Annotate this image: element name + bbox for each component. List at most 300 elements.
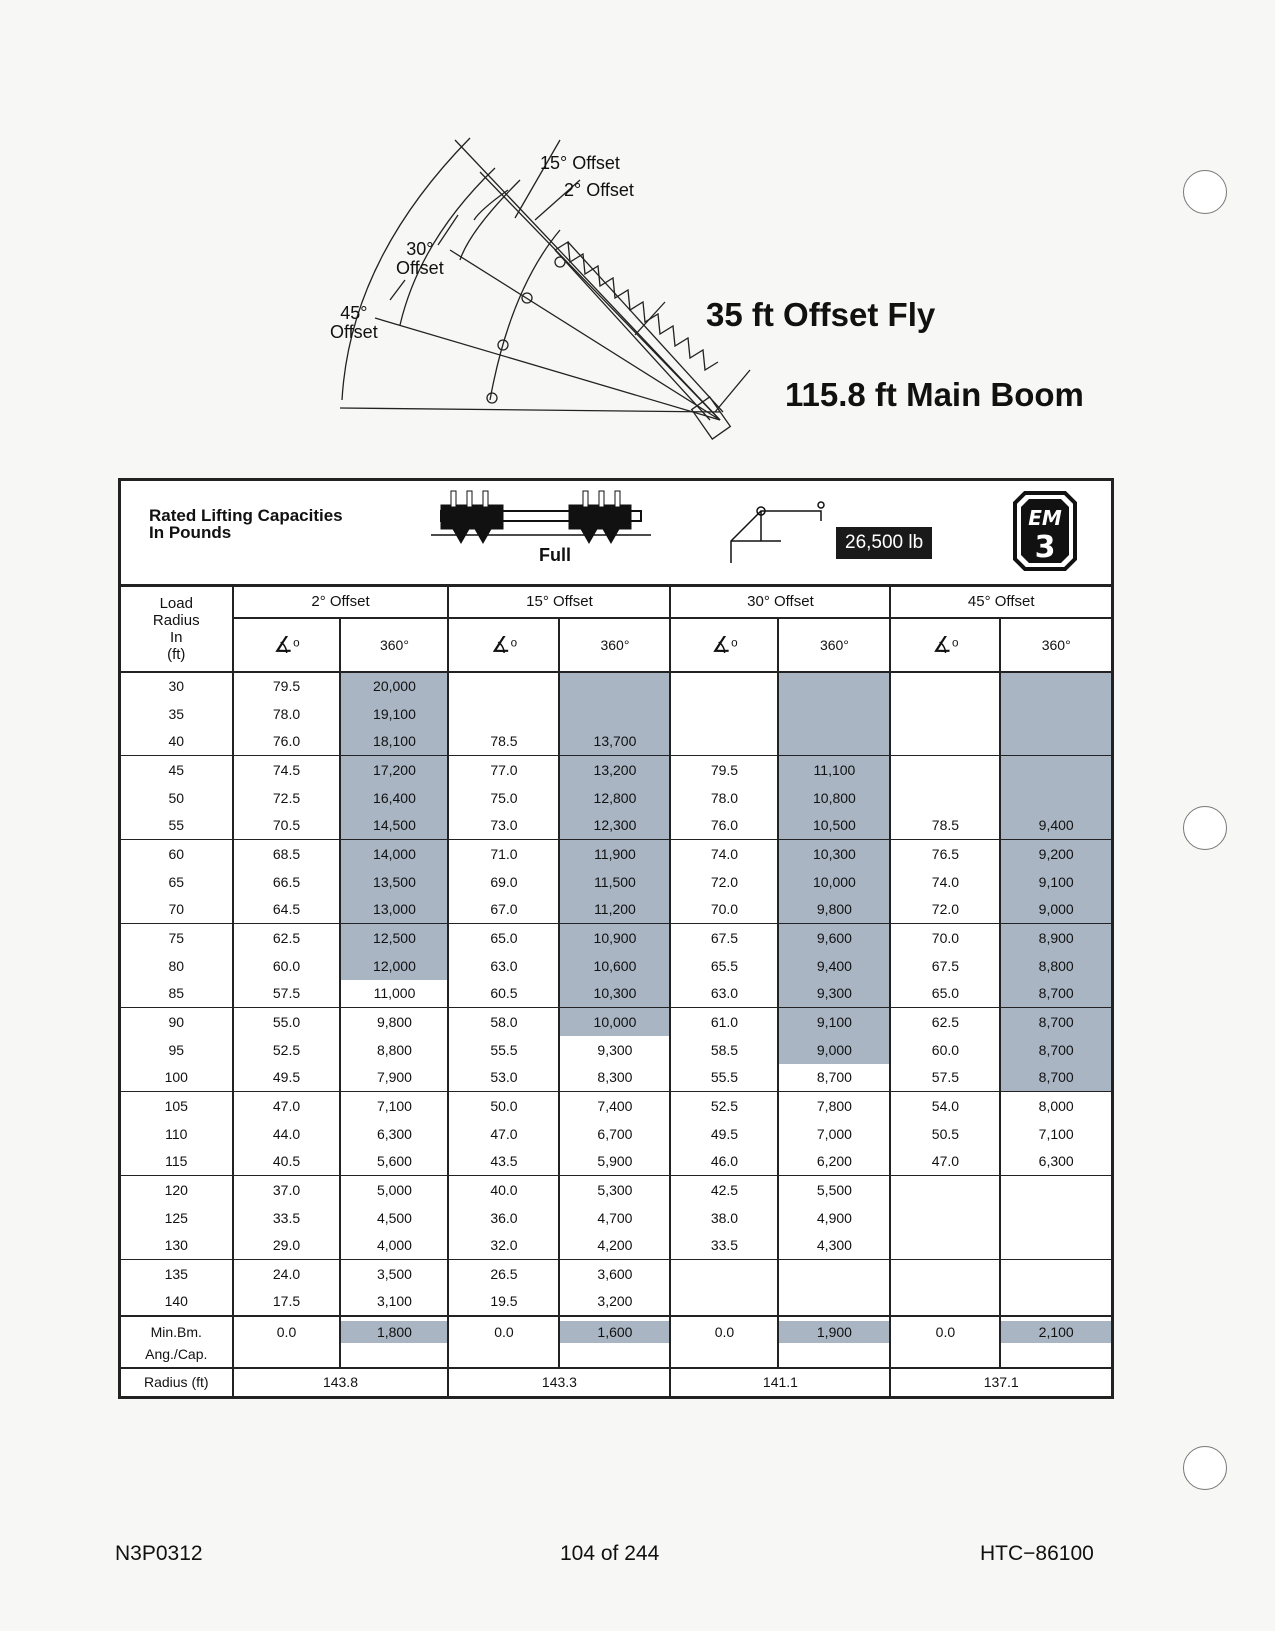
capacity-cell bbox=[778, 700, 890, 728]
capacity-cell bbox=[778, 1288, 890, 1316]
boom-angle-cell: 47.0 bbox=[233, 1092, 341, 1120]
table-row bbox=[120, 840, 1113, 868]
boom-angle-cell: 44.0 bbox=[233, 1120, 341, 1148]
capacity-cell bbox=[1000, 1176, 1112, 1204]
boom-angle-cell bbox=[890, 756, 1000, 784]
boom-angle-cell: 74.0 bbox=[890, 868, 1000, 896]
capacity-cell: 6,200 bbox=[778, 1148, 890, 1176]
capacities-title-line2: In Pounds bbox=[149, 523, 232, 542]
capacity-cell: 10,900 bbox=[559, 924, 670, 952]
table-row bbox=[120, 1064, 1113, 1092]
capacity-cell bbox=[1000, 784, 1112, 812]
boom-angle-cell: 55.0 bbox=[233, 1008, 341, 1036]
boom-angle-cell: 62.5 bbox=[890, 1008, 1000, 1036]
degree-mark: o bbox=[731, 635, 738, 649]
boom-angle-header bbox=[890, 618, 1000, 672]
table-row bbox=[120, 756, 1113, 784]
em3-logo-text: EM bbox=[1028, 506, 1062, 530]
boom-angle-header bbox=[233, 618, 341, 672]
table-row bbox=[120, 1120, 1113, 1148]
table-row bbox=[120, 1260, 1113, 1288]
capacity-cell: 9,300 bbox=[778, 980, 890, 1008]
degree-mark: o bbox=[293, 635, 300, 649]
capacity-cell: 6,700 bbox=[559, 1120, 670, 1148]
max-radius-value: 141.1 bbox=[670, 1368, 890, 1398]
boom-angle-cell: 49.5 bbox=[670, 1120, 778, 1148]
boom-angle-cell: 52.5 bbox=[670, 1092, 778, 1120]
load-radius-header-line: Load bbox=[159, 594, 193, 612]
capacity-cell: 3,100 bbox=[340, 1288, 448, 1316]
boom-angle-cell: 63.0 bbox=[670, 980, 778, 1008]
capacity-cell bbox=[1000, 1232, 1112, 1260]
capacity-cell: 6,300 bbox=[340, 1120, 448, 1148]
capacity-cell: 19,100 bbox=[340, 700, 448, 728]
min-boom-capacity-cell bbox=[1000, 1316, 1112, 1368]
table-row bbox=[120, 1288, 1113, 1316]
capacity-cell bbox=[1000, 700, 1112, 728]
min-boom-value: 2,100 bbox=[1001, 1321, 1111, 1343]
boom-angle-cell: 76.0 bbox=[233, 728, 341, 756]
boom-angle-cell: 79.5 bbox=[233, 672, 341, 700]
capacity-cell bbox=[1000, 1204, 1112, 1232]
boom-angle-cell bbox=[890, 728, 1000, 756]
boom-angle-cell: 60.5 bbox=[448, 980, 559, 1008]
capacity-cell: 11,900 bbox=[559, 840, 670, 868]
boom-angle-cell: 70.5 bbox=[233, 812, 341, 840]
table-row bbox=[120, 728, 1113, 756]
boom-angle-cell bbox=[890, 1204, 1000, 1232]
table-row bbox=[120, 784, 1113, 812]
main-boom-label: 115.8 ft Main Boom bbox=[785, 376, 1084, 413]
capacity-cell: 11,000 bbox=[340, 980, 448, 1008]
capacity-cell: 5,500 bbox=[778, 1176, 890, 1204]
table-row bbox=[120, 980, 1113, 1008]
boom-angle-cell bbox=[670, 728, 778, 756]
rotation-360-header: 360° bbox=[778, 618, 890, 672]
capacity-cell: 12,300 bbox=[559, 812, 670, 840]
capacity-cell: 14,500 bbox=[340, 812, 448, 840]
table-row bbox=[120, 672, 1113, 700]
boom-angle-header bbox=[670, 618, 778, 672]
footer-doc-code: N3P0312 bbox=[115, 1542, 203, 1565]
boom-angle-cell bbox=[890, 700, 1000, 728]
capacity-cell: 8,700 bbox=[1000, 1008, 1112, 1036]
load-radius-header-line: In bbox=[170, 628, 183, 646]
capacity-cell: 13,000 bbox=[340, 896, 448, 924]
boom-angle-cell: 53.0 bbox=[448, 1064, 559, 1092]
table-row bbox=[120, 896, 1113, 924]
boom-angle-cell: 78.5 bbox=[448, 728, 559, 756]
boom-angle-header bbox=[448, 618, 559, 672]
capacity-cell: 17,200 bbox=[340, 756, 448, 784]
load-radius-cell: 65 bbox=[168, 873, 185, 890]
label-2-offset: 2° Offset bbox=[564, 180, 634, 200]
boom-angle-cell bbox=[890, 784, 1000, 812]
boom-angle-cell bbox=[670, 1288, 778, 1316]
capacity-cell: 4,200 bbox=[559, 1232, 670, 1260]
boom-angle-cell: 77.0 bbox=[448, 756, 559, 784]
binder-hole-middle bbox=[1183, 806, 1227, 850]
boom-angle-cell: 72.5 bbox=[233, 784, 341, 812]
capacity-cell: 10,000 bbox=[778, 868, 890, 896]
capacity-cell: 9,400 bbox=[778, 952, 890, 980]
boom-angle-cell: 52.5 bbox=[233, 1036, 341, 1064]
boom-angle-cell: 70.0 bbox=[670, 896, 778, 924]
capacity-cell: 8,800 bbox=[1000, 952, 1112, 980]
boom-angle-cell: 17.5 bbox=[233, 1288, 341, 1316]
rated-capacity-table bbox=[118, 584, 1114, 1399]
label-30-word: Offset bbox=[396, 258, 444, 278]
capacity-cell bbox=[1000, 1288, 1112, 1316]
offset-fly-label: 35 ft Offset Fly bbox=[706, 296, 936, 333]
min-boom-value: 1,800 bbox=[341, 1321, 447, 1343]
capacity-cell bbox=[1000, 756, 1112, 784]
min-boom-label bbox=[120, 1316, 233, 1368]
capacity-cell: 4,900 bbox=[778, 1204, 890, 1232]
boom-angle-cell bbox=[890, 1176, 1000, 1204]
capacity-cell: 10,000 bbox=[559, 1008, 670, 1036]
load-radius-cell: 55 bbox=[120, 812, 233, 840]
chart-header-box bbox=[118, 478, 1114, 586]
load-radius-cell: 80 bbox=[168, 957, 185, 974]
offset-group-header: 2° Offset bbox=[233, 586, 449, 618]
boom-angle-cell bbox=[448, 700, 559, 728]
offset-group-header: 45° Offset bbox=[890, 586, 1112, 618]
load-radius-cell: 105 bbox=[164, 1097, 188, 1114]
boom-angle-cell: 58.0 bbox=[448, 1008, 559, 1036]
capacity-cell: 4,500 bbox=[340, 1204, 448, 1232]
boom-angle-cell: 43.5 bbox=[448, 1148, 559, 1176]
boom-angle-cell: 69.0 bbox=[448, 868, 559, 896]
boom-angle-cell: 67.5 bbox=[670, 924, 778, 952]
capacity-cell: 8,000 bbox=[1000, 1092, 1112, 1120]
min-boom-value: 1,600 bbox=[560, 1321, 669, 1343]
load-radius-header-line: Radius bbox=[152, 611, 200, 629]
capacity-cell: 4,700 bbox=[559, 1204, 670, 1232]
load-radius-cell: 75 bbox=[168, 929, 185, 946]
load-radius-cell: 90 bbox=[168, 1013, 185, 1030]
min-boom-value: 1,900 bbox=[779, 1321, 889, 1343]
max-radius-row bbox=[120, 1368, 1113, 1398]
boom-angle-cell: 54.0 bbox=[890, 1092, 1000, 1120]
load-radius-cell: 60 bbox=[168, 845, 185, 862]
table-row bbox=[120, 868, 1113, 896]
boom-angle-cell: 71.0 bbox=[448, 840, 559, 868]
boom-angle-cell: 72.0 bbox=[670, 868, 778, 896]
boom-angle-cell bbox=[890, 672, 1000, 700]
capacity-cell: 8,700 bbox=[1000, 980, 1112, 1008]
capacity-cell: 12,500 bbox=[340, 924, 448, 952]
capacity-cell: 12,800 bbox=[559, 784, 670, 812]
boom-angle-cell: 40.5 bbox=[233, 1148, 341, 1176]
boom-angle-cell: 65.5 bbox=[670, 952, 778, 980]
capacity-cell: 3,600 bbox=[559, 1260, 670, 1288]
table-row bbox=[120, 1204, 1113, 1232]
load-radius-header-line: (ft) bbox=[167, 645, 186, 663]
capacity-cell: 9,200 bbox=[1000, 840, 1112, 868]
load-radius-cell: 120 bbox=[164, 1181, 188, 1198]
boom-angle-cell: 65.0 bbox=[448, 924, 559, 952]
capacities-title bbox=[149, 507, 343, 541]
boom-angle-cell: 33.5 bbox=[670, 1232, 778, 1260]
load-radius-cell: 100 bbox=[120, 1064, 233, 1092]
capacity-cell: 5,300 bbox=[559, 1176, 670, 1204]
counterweight-icon bbox=[721, 491, 841, 571]
capacity-cell: 8,300 bbox=[559, 1064, 670, 1092]
boom-angle-cell bbox=[890, 1288, 1000, 1316]
min-boom-capacity-cell bbox=[340, 1316, 448, 1368]
load-radius-cell: 125 bbox=[164, 1209, 188, 1226]
capacity-cell: 9,100 bbox=[778, 1008, 890, 1036]
capacity-cell bbox=[1000, 672, 1112, 700]
label-30-offset bbox=[396, 240, 444, 278]
boom-angle-cell: 78.5 bbox=[890, 812, 1000, 840]
offset-group-header: 15° Offset bbox=[448, 586, 670, 618]
min-boom-value: 0.0 bbox=[714, 1323, 735, 1340]
capacity-cell: 4,000 bbox=[340, 1232, 448, 1260]
capacity-cell bbox=[1000, 728, 1112, 756]
boom-angle-icon: ∡ bbox=[932, 631, 953, 657]
label-30-deg: 30° bbox=[406, 239, 434, 259]
boom-angle-icon: ∡ bbox=[273, 631, 294, 657]
boom-angle-cell bbox=[890, 1232, 1000, 1260]
capacity-cell: 5,900 bbox=[559, 1148, 670, 1176]
boom-angle-cell: 55.5 bbox=[670, 1064, 778, 1092]
capacity-cell bbox=[778, 672, 890, 700]
boom-angle-cell: 26.5 bbox=[448, 1260, 559, 1288]
boom-angle-cell: 66.5 bbox=[233, 868, 341, 896]
boom-angle-cell: 49.5 bbox=[233, 1064, 341, 1092]
capacity-cell: 14,000 bbox=[340, 840, 448, 868]
table-row bbox=[120, 1092, 1113, 1120]
table-row bbox=[120, 1148, 1113, 1176]
load-radius-cell: 115 bbox=[120, 1148, 233, 1176]
boom-angle-cell: 76.0 bbox=[670, 812, 778, 840]
capacity-cell: 8,900 bbox=[1000, 924, 1112, 952]
capacity-cell bbox=[559, 672, 670, 700]
capacity-cell: 16,400 bbox=[340, 784, 448, 812]
load-radius-cell: 95 bbox=[168, 1041, 185, 1058]
capacity-cell: 3,500 bbox=[340, 1260, 448, 1288]
boom-angle-cell: 79.5 bbox=[670, 756, 778, 784]
table-row bbox=[120, 952, 1113, 980]
boom-angle-cell: 73.0 bbox=[448, 812, 559, 840]
boom-angle-cell: 76.5 bbox=[890, 840, 1000, 868]
boom-angle-cell: 47.0 bbox=[448, 1120, 559, 1148]
capacity-cell: 10,300 bbox=[559, 980, 670, 1008]
load-radius-cell: 140 bbox=[164, 1293, 188, 1309]
boom-angle-cell bbox=[670, 1260, 778, 1288]
load-radius-header bbox=[120, 586, 233, 672]
degree-mark: o bbox=[510, 635, 518, 649]
boom-angle-cell: 36.0 bbox=[448, 1204, 559, 1232]
boom-angle-cell: 60.0 bbox=[233, 952, 341, 980]
capacity-cell: 11,100 bbox=[778, 756, 890, 784]
capacity-cell: 7,100 bbox=[340, 1092, 448, 1120]
em3-logo bbox=[1011, 489, 1079, 573]
boom-angle-cell: 42.5 bbox=[670, 1176, 778, 1204]
boom-angle-cell: 78.0 bbox=[233, 700, 341, 728]
capacity-cell: 9,800 bbox=[778, 896, 890, 924]
boom-angle-cell bbox=[670, 672, 778, 700]
load-radius-cell: 35 bbox=[168, 705, 185, 722]
boom-angle-cell: 60.0 bbox=[890, 1036, 1000, 1064]
boom-angle-cell: 33.5 bbox=[233, 1204, 341, 1232]
capacity-cell: 7,100 bbox=[1000, 1120, 1112, 1148]
capacity-cell: 12,000 bbox=[340, 952, 448, 980]
boom-angle-cell: 74.0 bbox=[670, 840, 778, 868]
min-boom-angle-cell bbox=[233, 1316, 341, 1368]
max-radius-value: 143.8 bbox=[233, 1368, 449, 1398]
label-15-offset: 15° Offset bbox=[540, 153, 620, 173]
boom-angle-cell: 57.5 bbox=[890, 1064, 1000, 1092]
footer-model-code: HTC−86100 bbox=[980, 1542, 1094, 1565]
rotation-360-header: 360° bbox=[559, 618, 670, 672]
table-body bbox=[120, 672, 1113, 1398]
boom-angle-cell: 24.0 bbox=[233, 1260, 341, 1288]
boom-angle-icon: ∡ bbox=[711, 631, 732, 657]
capacity-cell: 7,900 bbox=[340, 1064, 448, 1092]
capacity-cell bbox=[778, 728, 890, 756]
load-radius-cell: 85 bbox=[120, 980, 233, 1008]
capacity-cell: 9,300 bbox=[559, 1036, 670, 1064]
capacity-cell: 5,000 bbox=[340, 1176, 448, 1204]
boom-angle-cell: 62.5 bbox=[233, 924, 341, 952]
outrigger-icon bbox=[431, 487, 651, 549]
capacity-cell: 8,700 bbox=[778, 1064, 890, 1092]
boom-angle-cell bbox=[890, 1260, 1000, 1288]
table-row bbox=[120, 1036, 1113, 1064]
capacity-cell: 10,600 bbox=[559, 952, 670, 980]
capacity-cell: 5,600 bbox=[340, 1148, 448, 1176]
offset-group-header: 30° Offset bbox=[670, 586, 890, 618]
min-boom-value: 0.0 bbox=[935, 1323, 956, 1340]
binder-hole-top bbox=[1183, 170, 1227, 214]
boom-angle-cell: 75.0 bbox=[448, 784, 559, 812]
load-radius-cell: 130 bbox=[120, 1232, 233, 1260]
boom-angle-cell: 65.0 bbox=[890, 980, 1000, 1008]
boom-angle-cell: 58.5 bbox=[670, 1036, 778, 1064]
boom-angle-cell bbox=[670, 700, 778, 728]
load-radius-cell: 45 bbox=[168, 761, 185, 778]
capacity-cell: 7,000 bbox=[778, 1120, 890, 1148]
table-row bbox=[120, 1232, 1113, 1260]
outrigger-full-label: Full bbox=[539, 545, 571, 565]
boom-angle-cell: 37.0 bbox=[233, 1176, 341, 1204]
min-boom-value: 0.0 bbox=[494, 1323, 514, 1340]
boom-angle-cell: 68.5 bbox=[233, 840, 341, 868]
capacity-cell: 8,700 bbox=[1000, 1064, 1112, 1092]
label-45-offset bbox=[330, 304, 378, 342]
boom-angle-cell: 32.0 bbox=[448, 1232, 559, 1260]
max-radius-label: Radius (ft) bbox=[143, 1374, 209, 1391]
degree-mark: o bbox=[952, 635, 959, 649]
capacity-cell: 9,400 bbox=[1000, 812, 1112, 840]
capacity-cell: 10,800 bbox=[778, 784, 890, 812]
label-45-deg: 45° bbox=[340, 303, 368, 323]
boom-angle-cell: 67.5 bbox=[890, 952, 1000, 980]
capacity-cell: 8,800 bbox=[340, 1036, 448, 1064]
capacity-cell: 13,700 bbox=[559, 728, 670, 756]
capacity-cell: 7,400 bbox=[559, 1092, 670, 1120]
boom-angle-cell: 64.5 bbox=[233, 896, 341, 924]
boom-angle-cell: 29.0 bbox=[233, 1232, 341, 1260]
load-radius-cell: 135 bbox=[164, 1265, 188, 1282]
boom-angle-cell: 50.0 bbox=[448, 1092, 559, 1120]
min-boom-capacity-cell bbox=[778, 1316, 890, 1368]
table-row bbox=[120, 924, 1113, 952]
max-radius-value: 137.1 bbox=[890, 1368, 1112, 1398]
boom-angle-cell: 57.5 bbox=[233, 980, 341, 1008]
min-boom-angle-cell bbox=[670, 1316, 778, 1368]
capacity-cell: 8,700 bbox=[1000, 1036, 1112, 1064]
boom-angle-cell: 55.5 bbox=[448, 1036, 559, 1064]
capacity-cell: 4,300 bbox=[778, 1232, 890, 1260]
boom-angle-cell: 40.0 bbox=[448, 1176, 559, 1204]
min-boom-angle-cell bbox=[448, 1316, 559, 1368]
capacities-title-line1: Rated Lifting Capacities bbox=[149, 506, 343, 525]
boom-angle-cell: 63.0 bbox=[448, 952, 559, 980]
table-row bbox=[120, 1008, 1113, 1036]
boom-angle-cell: 50.5 bbox=[890, 1120, 1000, 1148]
em3-logo-number: 3 bbox=[1034, 530, 1056, 565]
boom-angle-cell: 19.5 bbox=[448, 1288, 559, 1316]
table-row bbox=[120, 1176, 1113, 1204]
boom-angle-cell: 61.0 bbox=[670, 1008, 778, 1036]
capacity-cell: 10,500 bbox=[778, 812, 890, 840]
load-radius-cell: 50 bbox=[168, 789, 185, 806]
rotation-360-header: 360° bbox=[1000, 618, 1112, 672]
capacity-cell bbox=[778, 1260, 890, 1288]
capacity-cell bbox=[559, 700, 670, 728]
boom-angle-cell: 47.0 bbox=[890, 1148, 1000, 1176]
rotation-360-header: 360° bbox=[340, 618, 448, 672]
counterweight-badge: 26,500 lb bbox=[836, 527, 932, 559]
footer-page-number: 104 of 244 bbox=[560, 1542, 660, 1565]
capacity-cell: 9,600 bbox=[778, 924, 890, 952]
boom-angle-cell: 38.0 bbox=[670, 1204, 778, 1232]
boom-angle-cell: 67.0 bbox=[448, 896, 559, 924]
capacity-cell: 13,200 bbox=[559, 756, 670, 784]
label-45-word: Offset bbox=[330, 322, 378, 342]
capacity-cell: 9,800 bbox=[340, 1008, 448, 1036]
capacity-cell: 18,100 bbox=[340, 728, 448, 756]
capacity-cell: 3,200 bbox=[559, 1288, 670, 1316]
boom-angle-cell: 72.0 bbox=[890, 896, 1000, 924]
boom-angle-cell: 70.0 bbox=[890, 924, 1000, 952]
min-boom-capacity-cell bbox=[559, 1316, 670, 1368]
capacity-cell: 9,000 bbox=[1000, 896, 1112, 924]
max-radius-value: 143.3 bbox=[448, 1368, 670, 1398]
binder-hole-bottom bbox=[1183, 1446, 1227, 1490]
capacity-cell: 7,800 bbox=[778, 1092, 890, 1120]
capacity-cell: 9,100 bbox=[1000, 868, 1112, 896]
load-radius-cell: 40 bbox=[120, 728, 233, 756]
boom-angle-icon: ∡ bbox=[490, 631, 511, 657]
capacity-cell: 6,300 bbox=[1000, 1148, 1112, 1176]
min-boom-label-line: Ang./Cap. bbox=[145, 1345, 208, 1362]
min-boom-row bbox=[120, 1316, 1113, 1368]
table-row bbox=[120, 700, 1113, 728]
min-boom-angle-cell bbox=[890, 1316, 1000, 1368]
capacity-cell: 11,200 bbox=[559, 896, 670, 924]
boom-angle-cell: 78.0 bbox=[670, 784, 778, 812]
boom-angle-cell: 46.0 bbox=[670, 1148, 778, 1176]
capacity-cell bbox=[1000, 1260, 1112, 1288]
capacity-cell: 10,300 bbox=[778, 840, 890, 868]
load-radius-cell: 110 bbox=[165, 1125, 188, 1142]
min-boom-value: 0.0 bbox=[276, 1323, 297, 1340]
